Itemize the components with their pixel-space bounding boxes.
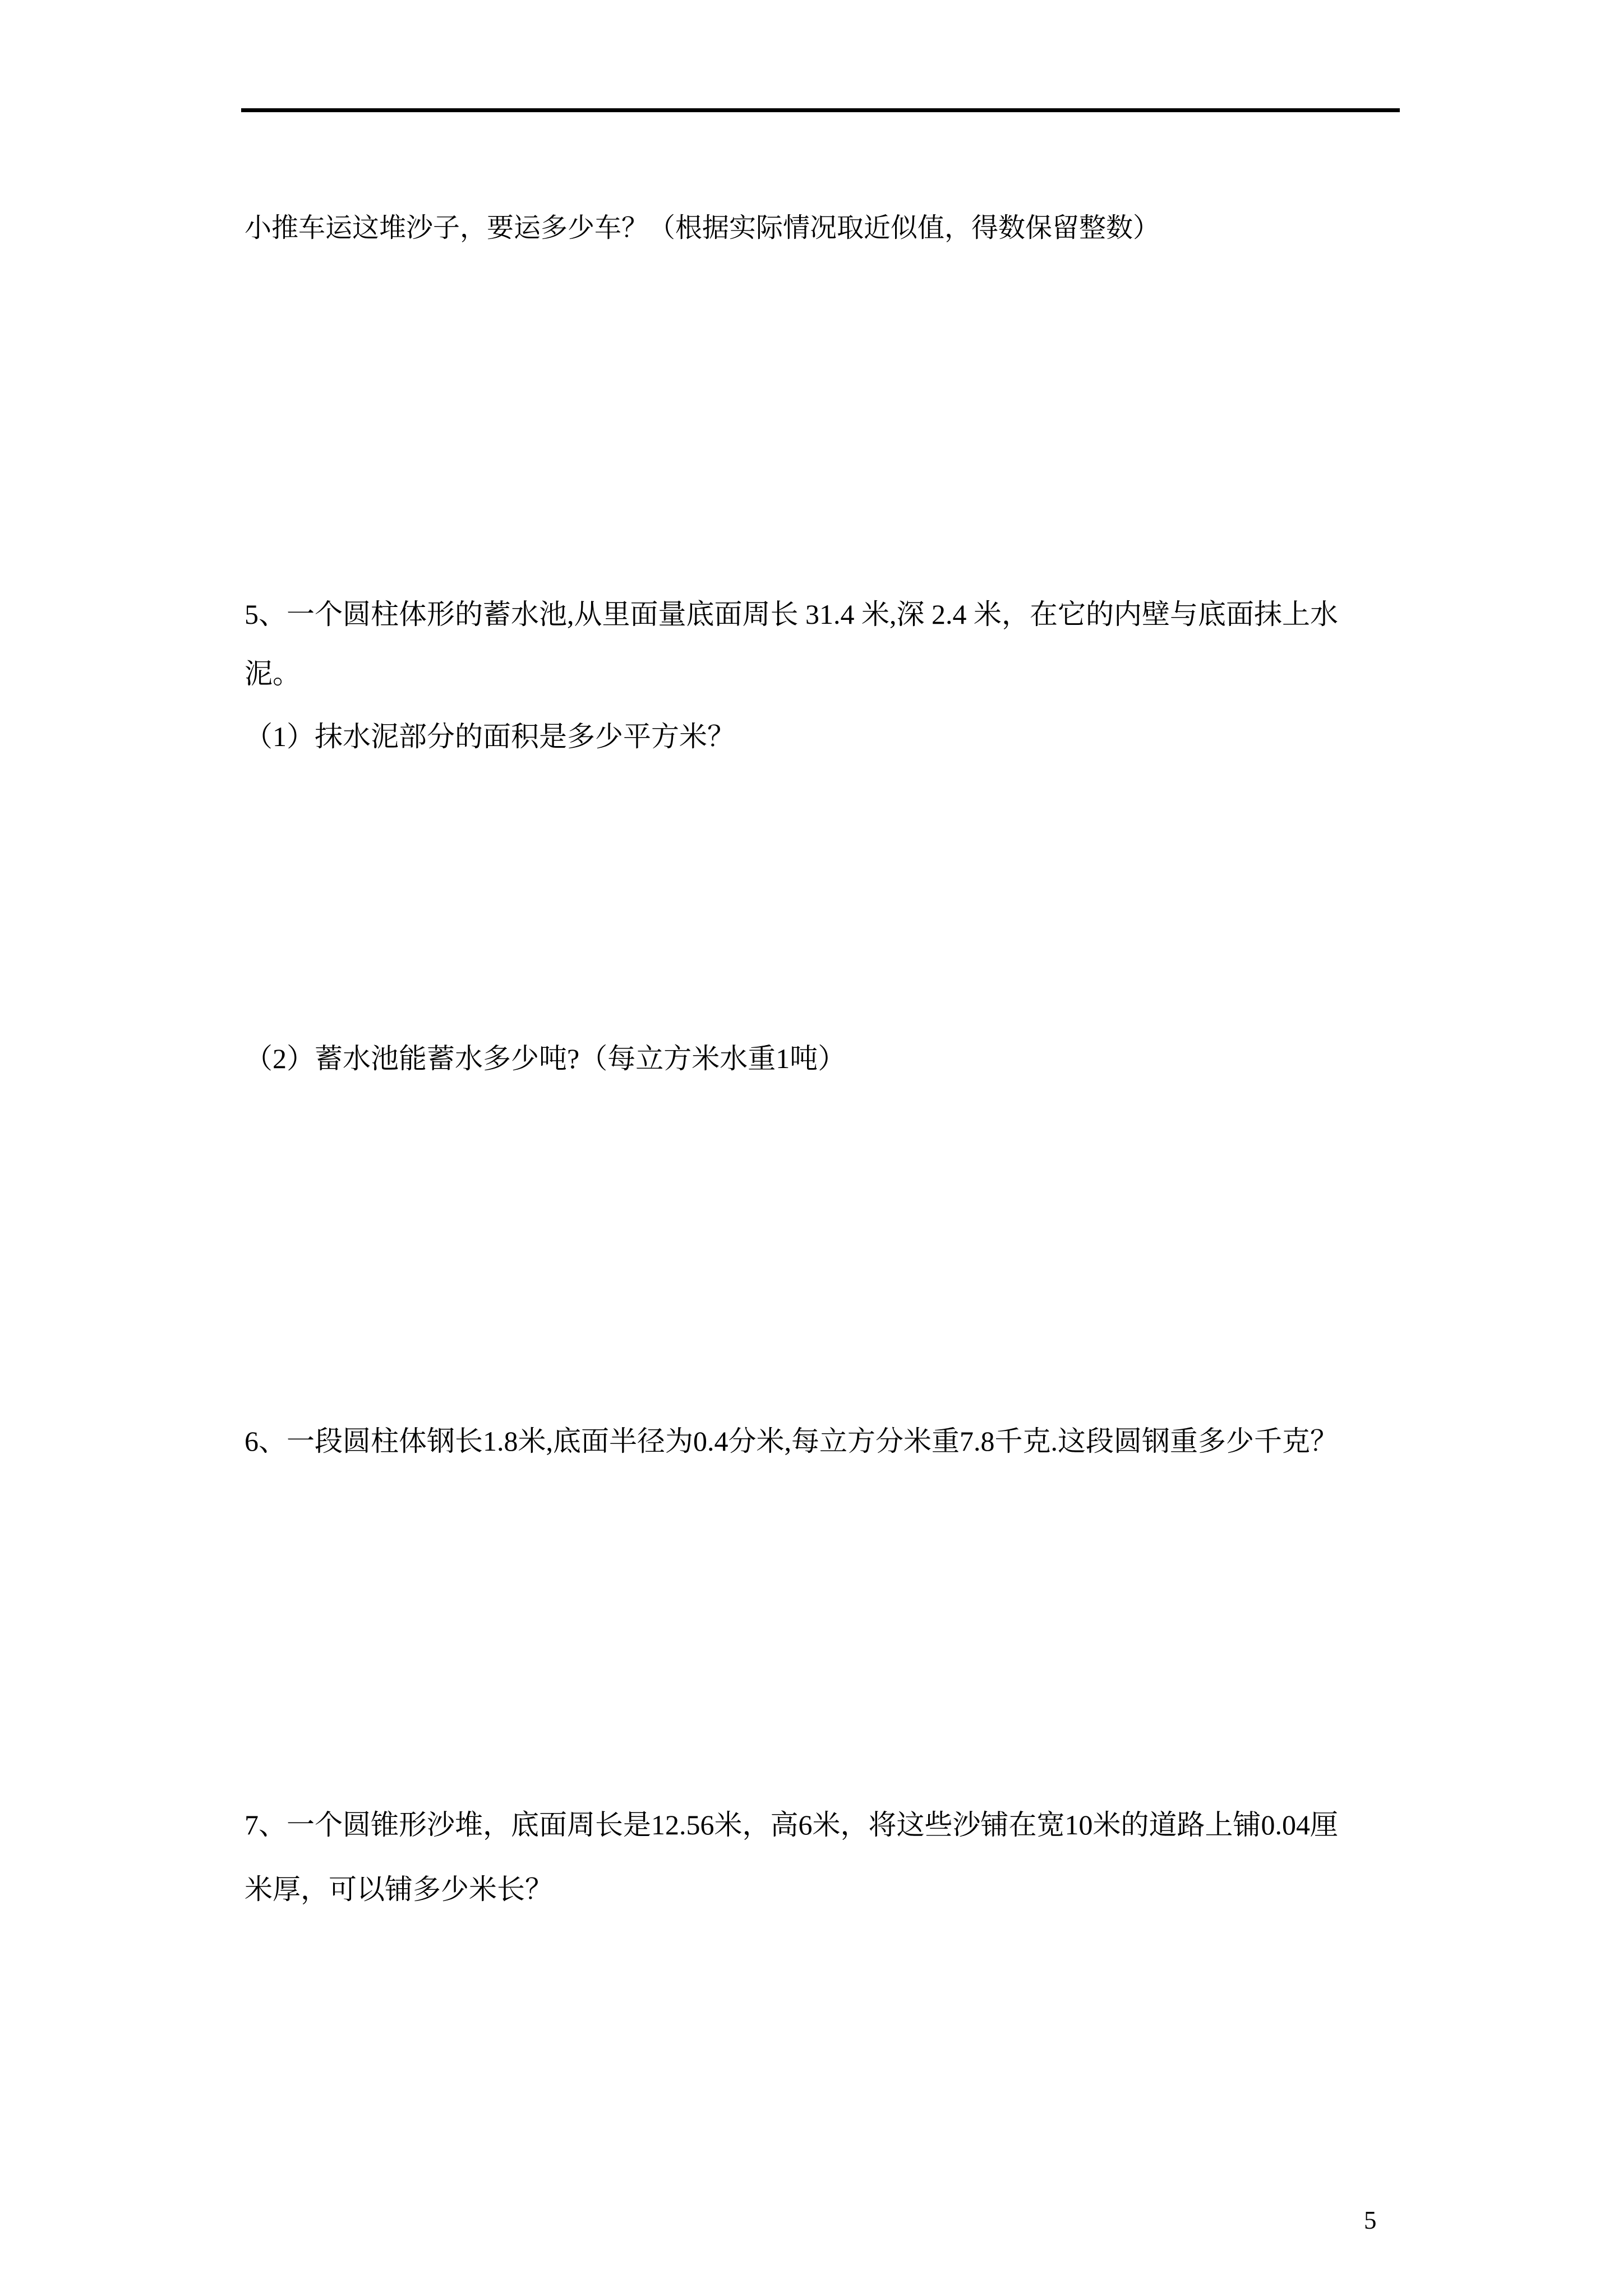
problem5-part2-question: （2）蓄水池能蓄水多少吨?（每立方米水重1吨） <box>245 1043 846 1074</box>
problem5-part1-question: （1）抹水泥部分的面积是多少平方米？ <box>245 721 735 752</box>
problem5-line2: 泥。 <box>245 658 301 689</box>
problem6-question: 6、一段圆柱体钢长1.8米,底面半径为0.4分米,每立方分米重7.8千克.这段圆钢重多少千克？ <box>245 1425 1338 1457</box>
problem7-line2: 米厚，可以铺多少米长？ <box>245 1874 553 1905</box>
page-number: 5 <box>1364 2206 1377 2234</box>
header-rule <box>241 108 1400 112</box>
intro-question-line: 小推车运这堆沙子，要运多少车？（根据实际情况取近似值，得数保留整数） <box>245 213 1160 243</box>
problem5-line1: 5、一个圆柱体形的蓄水池,从里面量底面周长 31.4 米,深 2.4 米，在它的内壁与底面抹上水 <box>245 599 1338 630</box>
problem7-line1: 7、一个圆锥形沙堆，底面周长是12.56米，高6米，将这些沙铺在宽10米的道路上铺0.04厘 <box>245 1809 1338 1841</box>
